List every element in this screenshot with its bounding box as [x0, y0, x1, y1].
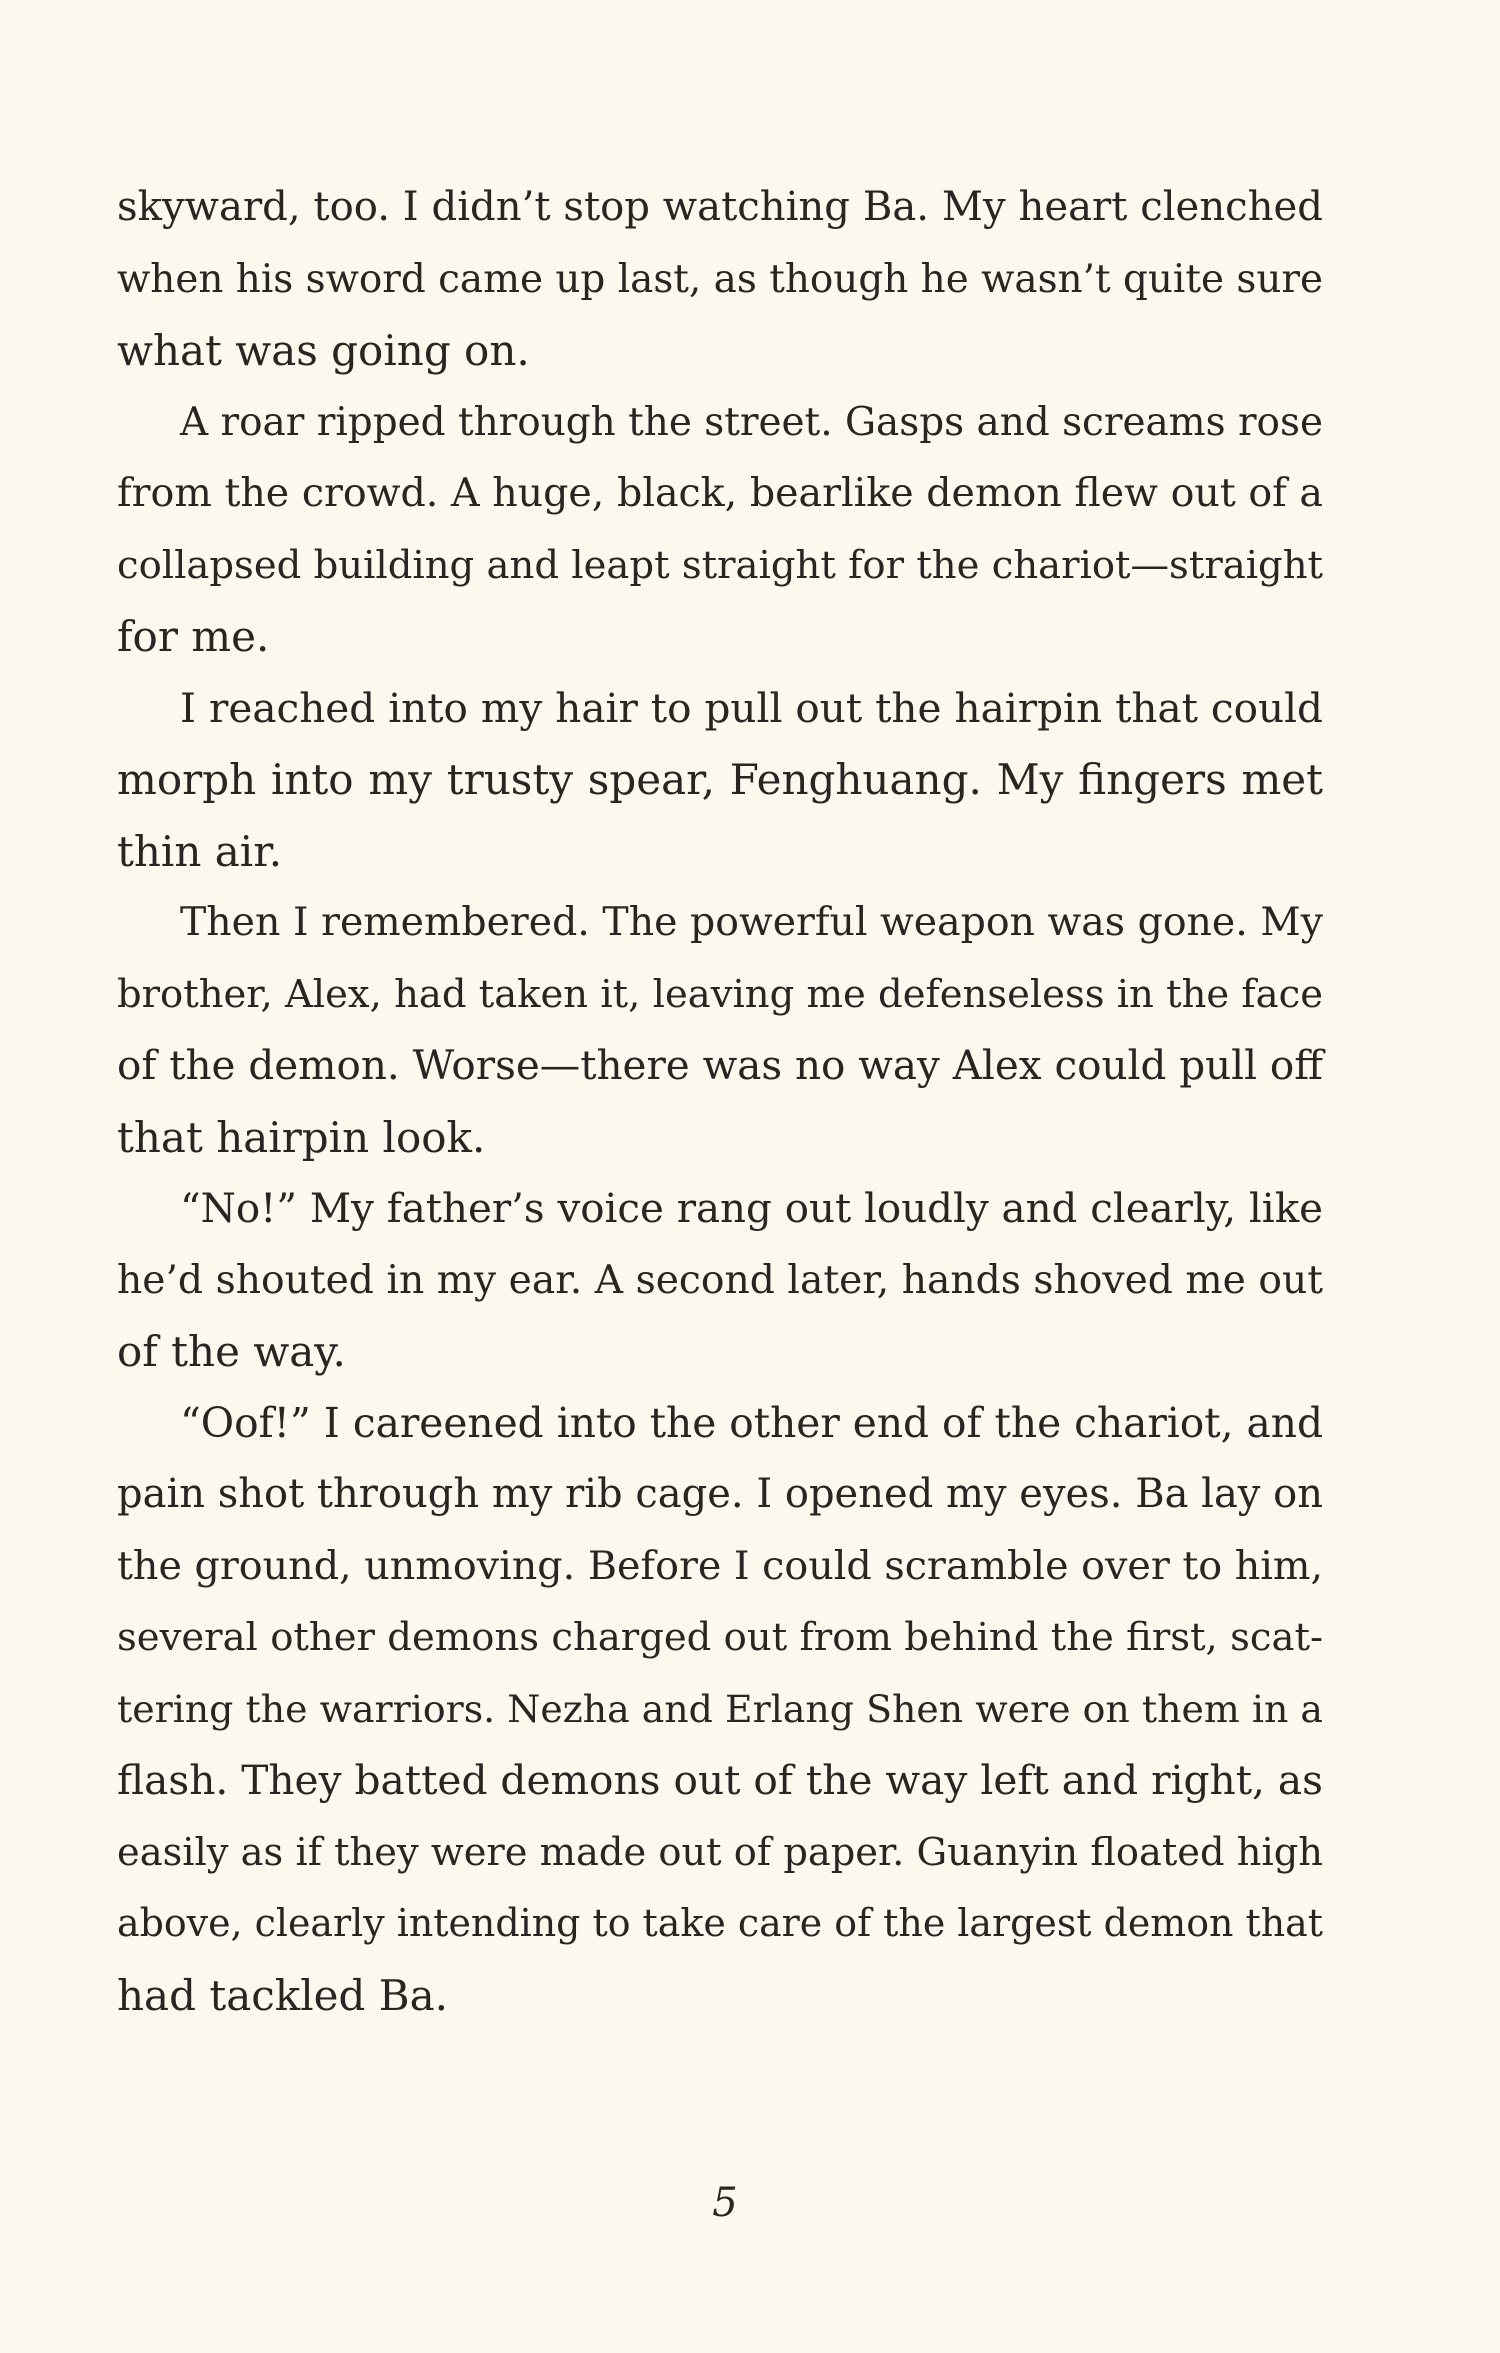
text-line: collapsed building and leapt straight for the chariot—straight	[117, 542, 1323, 588]
text-line: skyward, too. I didn’t stop watching Ba. My heart clenched	[117, 184, 1323, 230]
text-line: of the way.	[117, 1327, 346, 1376]
text-line: Then I remembered. The powerful weapon was gone. My	[180, 899, 1323, 945]
text-line: thin air.	[117, 826, 283, 876]
text-line: several other demons charged out from behind the first, scat-	[117, 1615, 1323, 1660]
text-line: that hairpin look.	[117, 1112, 486, 1162]
text-line: from the crowd. A huge, black, bearlike demon flew out of a	[117, 470, 1323, 516]
text-line: tering the warriors. Nezha and Erlang Shen were on them in a	[117, 1686, 1323, 1731]
text-line: morph into my trusty spear, Fenghuang. My fingers met	[117, 755, 1323, 804]
page-number: 5	[712, 2180, 738, 2226]
text-line: of the demon. Worse—there was no way Alex could pull off	[117, 1041, 1323, 1089]
text-line: A roar ripped through the street. Gasps and screams rose	[180, 399, 1323, 445]
text-line: above, clearly intending to take care of the largest demon that	[117, 1901, 1323, 1945]
text-line: had tackled Ba.	[117, 1970, 448, 2020]
text-line: “Oof!” I careened into the other end of the chariot, and	[180, 1398, 1323, 1447]
text-line: when his sword came up last, as though he wasn’t quite sure	[117, 256, 1323, 302]
text-line: “No!” My father’s voice rang out loudly and clearly, like	[180, 1185, 1323, 1232]
text-line: flash. They batted demons out of the way left and right, as	[117, 1756, 1323, 1804]
text-line: I reached into my hair to pull out the hairpin that could	[180, 683, 1323, 732]
text-line: pain shot through my rib cage. I opened my eyes. Ba lay on	[117, 1471, 1323, 1517]
text-line: what was going on.	[117, 326, 530, 375]
text-line: brother, Alex, had taken it, leaving me defenseless in the face	[117, 971, 1323, 1017]
text-line: easily as if they were made out of paper. Guanyin floated high	[117, 1829, 1323, 1875]
body-text	[117, 172, 1323, 2031]
text-line: he’d shouted in my ear. A second later, hands shoved me out	[117, 1257, 1323, 1303]
text-line: for me.	[117, 612, 270, 661]
text-line: the ground, unmoving. Before I could scramble over to him,	[117, 1542, 1324, 1589]
